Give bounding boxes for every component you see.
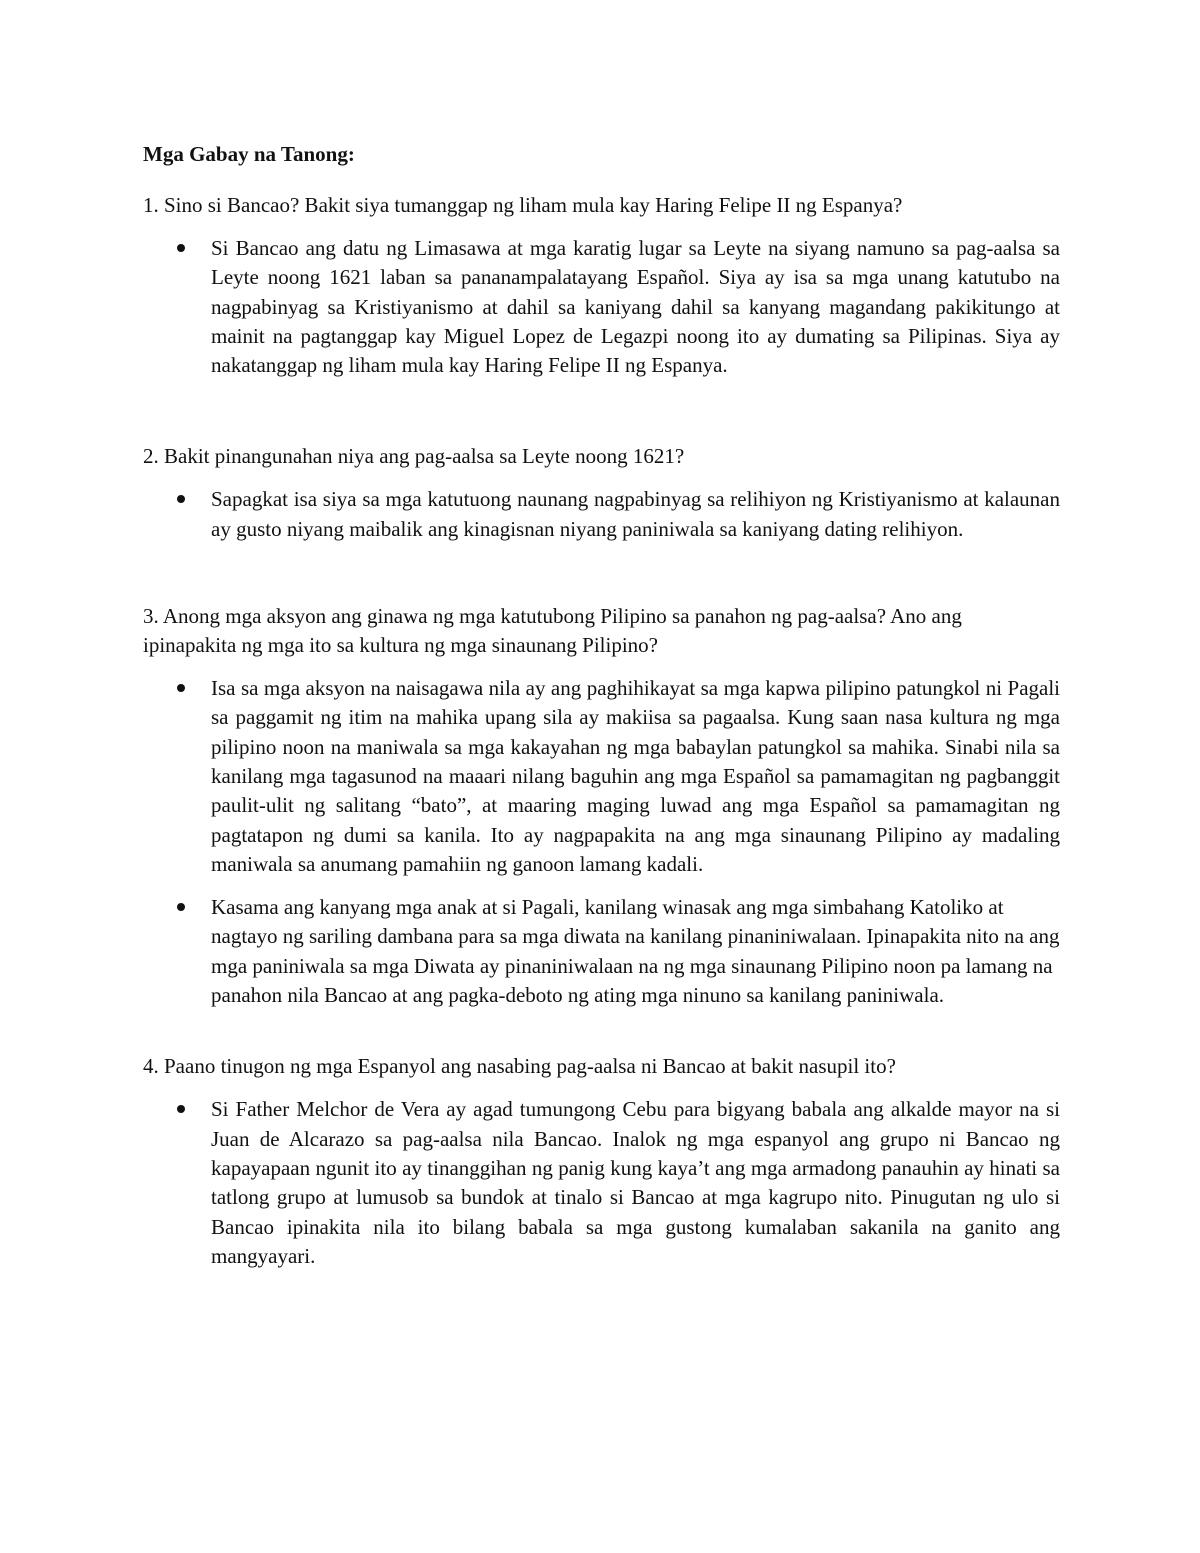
document-page [143, 140, 1060, 1311]
question-text: 2. Bakit pinangunahan niya ang pag-aalsa sa Leyte noong 1621? [143, 444, 685, 469]
document-title: Mga Gabay na Tanong: [143, 142, 355, 166]
bullet-icon [177, 1105, 185, 1113]
bullet-icon [177, 244, 185, 252]
answer-list [143, 234, 1060, 380]
answer-item [143, 234, 1060, 380]
answer-text: Isa sa mga aksyon na naisagawa nila ay ang paghihikayat sa mga kapwa pilipino patungkol ni Pagali sa paggamit ng itim na mahika upang sila ay makiisa sa pagaalsa. Kung saan nasa kultura ng mga pilipino noon na maniwala sa mga kakayahan ng mga babaylan patungkol sa mahika. Sinabi nila sa kanilang mga tagasunod na maaari nilang baguhin ang mga Español sa pamamagitan ng pagbanggit paulit-ulit ng salitang “bato”, at maaring maging luwad ang mga Español sa pamamagitan ng pagtatapon ng dumi sa kanila. Ito ay nagpapakita na ang mga sinaunang Pilipino ay madaling maniwala sa anumang pamahiin ng ganoon lamang kadali. [211, 676, 1060, 876]
answer-list [143, 674, 1060, 1010]
question-section-1 [143, 191, 1060, 380]
answer-list [143, 485, 1060, 544]
bullet-icon [177, 684, 185, 692]
answer-text: Si Father Melchor de Vera ay agad tumungong Cebu para bigyang babala ang alkalde mayor na si Juan de Alcarazo sa pag-aalsa nila Bancao. Inalok ng mga espanyol ang grupo ni Bancao ng kapayapaan ngunit ito ay tinanggihan ng panig kung kaya’t ang mga armadong panauhin ay hinati sa tatlong grupo at lumusob sa bundok at tinalo si Bancao at mga kagrupo nito. Pinugutan ng ulo si Bancao ipinakita nila ito bilang babala sa mga gustong kumalaban sakanila na ganito ang mangyayari. [211, 1097, 1060, 1268]
answer-text: Si Bancao ang datu ng Limasawa at mga karatig lugar sa Leyte na siyang namuno sa pag-aalsa sa Leyte noong 1621 laban sa pananampalatayang Español. Siya ay isa sa mga unang katutubo na nagpabinyag sa Kristiyanismo at dahil sa kaniyang dahil sa kanyang magandang pakikitungo at mainit na pagtanggap kay Miguel Lopez de Legazpi noong ito ay dumating sa Pilipinas. Siya ay nakatanggap ng liham mula kay Haring Felipe II ng Espanya. [211, 236, 1060, 378]
answer-item [143, 674, 1060, 879]
question-text: 1. Sino si Bancao? Bakit siya tumanggap ng liham mula kay Haring Felipe II ng Espanya? [143, 193, 903, 217]
bullet-icon [177, 903, 185, 911]
question-section-4 [143, 1052, 1060, 1271]
answer-item [143, 1095, 1060, 1271]
answer-list [143, 1095, 1060, 1271]
question-text: 3. Anong mga aksyon ang ginawa ng mga katutubong Pilipino sa panahon ng pag-aalsa? Ano ang ipinapakita ng mga ito sa kultura ng mga sinaunang Pilipino? [143, 604, 962, 658]
answer-text: Kasama ang kanyang mga anak at si Pagali, kanilang winasak ang mga simbahang Katoliko at nagtayo ng sariling dambana para sa mga diwata na kanilang pinaniniwalaan. Ipinapakita nito na ang mga paniniwala sa mga Diwata ay pinaniniwalaan na ng mga sinaunang Pilipino noon pa lamang na panahon nila Bancao at ang pagka-deboto ng ating mga ninuno sa kanilang paniniwala. [211, 895, 1060, 1008]
answer-item [143, 485, 1060, 544]
answer-text: Sapagkat isa siya sa mga katutuong naunang nagpabinyag sa relihiyon ng Kristiyanismo at kalaunan ay gusto niyang maibalik ang kinagisnan niyang paniniwala sa kaniyang dating relihiyon. [211, 487, 1060, 541]
bullet-icon [177, 495, 185, 503]
question-section-2 [143, 442, 1060, 544]
answer-item [143, 893, 1060, 1010]
question-text: 4. Paano tinugon ng mga Espanyol ang nasabing pag-aalsa ni Bancao at bakit nasupil ito? [143, 1054, 896, 1079]
question-section-3 [143, 602, 1060, 1010]
